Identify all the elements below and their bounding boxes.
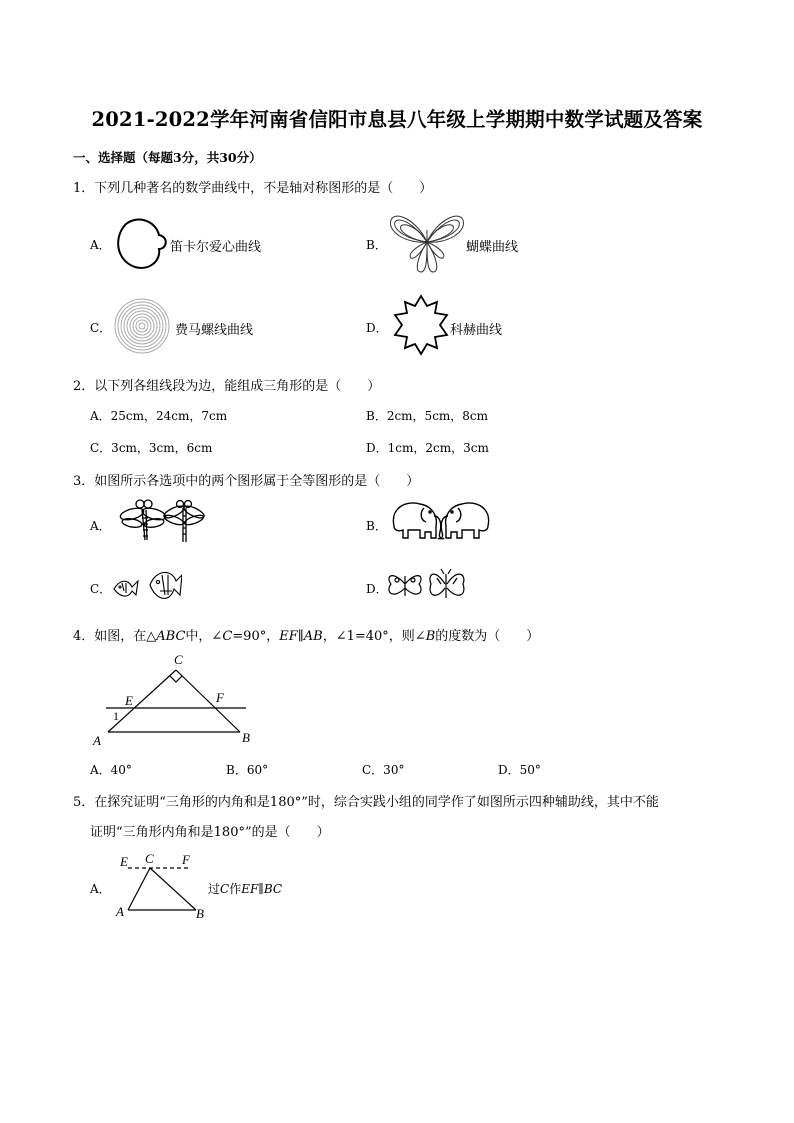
q4-label-b: B (242, 730, 250, 745)
q3-option-d-letter: D． (366, 582, 388, 596)
question-2-stem: 2．以下列各组线段为边，能组成三角形的是（ ） (73, 379, 381, 394)
q4-triangle-figure (88, 650, 268, 750)
q1-option-d-caption: 科赫曲线 (450, 323, 503, 338)
q1-option-b-letter: B． (366, 238, 387, 252)
q4-option-d: D．50° (498, 763, 541, 777)
section-heading: 一、选择题（每题3分，共30分） (73, 150, 262, 165)
question-5-stem-line2: 证明“三角形内角和是180°”的是（ ） (90, 825, 330, 840)
q4-label-c: C (174, 652, 183, 667)
q1-option-c-caption: 费马螺线曲线 (175, 323, 254, 338)
q5-option-a-caption: 过C作EF∥BC (208, 882, 283, 896)
q5-label-b: B (196, 906, 204, 921)
q4-label-a: A (93, 733, 101, 748)
q4-label-e: E (125, 693, 133, 708)
q5-label-c: C (145, 851, 154, 866)
q2-option-b: B．2cm，5cm，8cm (366, 409, 489, 423)
q1-option-c-letter: C． (90, 321, 112, 335)
q2-option-a: A．25cm，24cm，7cm (90, 409, 228, 423)
fish-pair-icon (112, 565, 182, 607)
q3-option-b-letter: B． (366, 519, 387, 533)
q4-angle-1-label: 1 (113, 709, 119, 723)
koch-snowflake-icon (389, 293, 453, 357)
q4-option-a: A．40° (90, 763, 132, 777)
q4-label-f: F (216, 690, 224, 705)
q4-option-c: C．30° (362, 763, 405, 777)
q3-option-a-letter: A． (90, 519, 111, 533)
q5-option-a-letter: A． (90, 882, 111, 896)
q1-option-d-letter: D． (366, 321, 388, 335)
q1-option-b-caption: 蝴蝶曲线 (466, 240, 519, 255)
page-title: 2021-2022学年河南省信阳市息县八年级上学期期中数学试题及答案 (91, 108, 703, 131)
q2-option-d: D．1cm，2cm，3cm (366, 441, 489, 455)
q2-option-c: C．3cm，3cm，6cm (90, 441, 213, 455)
q5-label-e: E (120, 854, 128, 869)
question-1-stem: 1．下列几种著名的数学曲线中，不是轴对称图形的是（ ） (73, 181, 433, 196)
q5-label-f: F (182, 852, 190, 867)
question-3-stem: 3．如图所示各选项中的两个图形属于全等图形的是（ ） (73, 474, 420, 489)
q4-option-b: B．60° (226, 763, 269, 777)
q1-option-a-letter: A． (90, 238, 111, 252)
elephant-pair-icon (386, 498, 496, 546)
q1-option-a-caption: 笛卡尔爱心曲线 (170, 240, 262, 255)
question-5-stem-line1: 5．在探究证明“三角形的内角和是180°”时，综合实践小组的同学作了如图所示四种辅助线，其中不能 (73, 795, 659, 810)
q5-option-a-figure (112, 850, 212, 922)
cardioid-curve-icon (115, 213, 170, 271)
question-4-stem: 4．如图，在△ABC中，∠C=90°，EF∥AB，∠1=40°，则∠B的度数为（ ） (73, 629, 540, 644)
fermat-spiral-icon (112, 297, 172, 355)
butterfly-curve-icon (387, 210, 467, 276)
dragonfly-pair-icon (112, 496, 212, 546)
q3-option-c-letter: C． (90, 582, 112, 596)
q5-label-a: A (116, 904, 124, 919)
butterfly-pair-icon (387, 566, 469, 604)
